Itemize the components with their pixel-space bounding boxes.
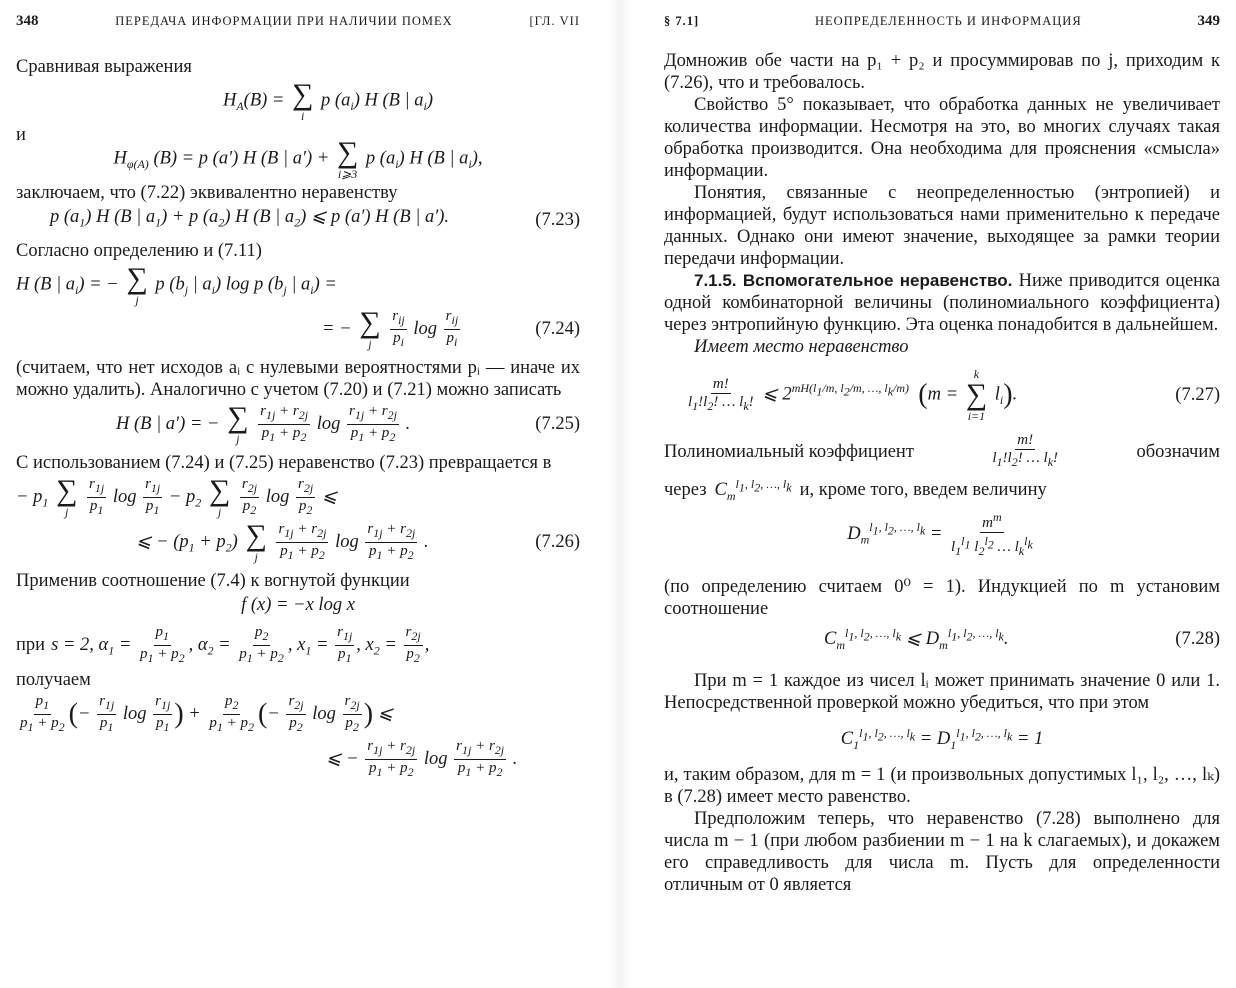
eq-number-7-24: (7.24) bbox=[535, 319, 580, 340]
left-text-8: при bbox=[16, 635, 46, 656]
formula-hphi: $H_{\varphi(A)}$ (B) = p (a′) H (B | a′) + ∑ i⩾3 p $(a_i)$ H (B | $a_i$), bbox=[113, 136, 483, 181]
formula-7-26b: ⩽ − $(p_1 + p_2)$ ∑ j $\frac{r_{1j} + r_{2j}}{p_1 + p_2}$ log $\frac{r_{1j} + r_{2j}}{p_1 + p_2}$ . (7.26) bbox=[136, 519, 580, 565]
right-running-title: НЕОПРЕДЕЛЕННОСТЬ И ИНФОРМАЦИЯ bbox=[815, 14, 1082, 28]
right-text-6a: Полиномиальный коэффициент bbox=[664, 441, 914, 462]
right-text-5: Имеет место неравенство bbox=[694, 337, 909, 357]
left-text-5: (считаем, что нет исходов aᵢ с нулевыми вероятностями pᵢ — иначе их можно удалить). Аналогично с учетом (7.20) и (7.21) можно записать bbox=[16, 357, 580, 400]
formula-7-26a: − $p_1$ ∑ j $\frac{r_{1j}}{p_1}$ log $\frac{r_{1j}}{p_1}$ − $p_2$ ∑ j $\frac{r_{2j}}{p_2}$ log $\frac{r_{2j}}{p_2}$ ⩽ bbox=[16, 474, 338, 520]
right-text-3: Понятия, связанные с неопределенностью (энтропией) и информацией, будут использоваться нами применительно к передаче данных. Однако они имеют значение, выходящее за рамки теории передачи информации. bbox=[664, 183, 1220, 269]
polynomial-coef-line: Полиномиальный коэффициент $\frac{m!}{l_1!l_2! \dots l_k!}$ обозначим bbox=[664, 432, 1220, 469]
right-page-number: 349 bbox=[1197, 13, 1220, 29]
notation-line: через $C_m^{l_1, l_2, \dots, l_k}$ и, кроме того, введем величину bbox=[664, 477, 1047, 503]
right-text-4: Ниже приводится оценка одной комбинаторной величины (полиномиального коэффициента) через энтропийную функцию. Эта оценка понадобится в дальнейшем. bbox=[664, 271, 1220, 335]
right-text-7a: через bbox=[664, 479, 707, 500]
right-section-ref: § 7.1] bbox=[664, 14, 700, 28]
right-text-8: (по определению считаем 0⁰ = 1). Индукцией по m установим соотношение bbox=[664, 576, 1220, 619]
left-running-head bbox=[16, 10, 580, 36]
book-gutter bbox=[608, 0, 632, 988]
formula-params: при s = 2, $\alpha_1$ = $\frac{p_1}{p_1 + p_2}$ , $\alpha_2$ = $\frac{p_2}{p_1 + p_2}$ , $x_1$ = $\frac{r_{1j}}{p_1}$ , $x_2$ = $\frac{r_{2j}}{p_2}$ , bbox=[16, 623, 430, 665]
left-text-1: Сравнивая выражения bbox=[16, 57, 192, 77]
formula-7-24a: H (B | $a_i$) = − ∑ j p ($b_j$ | $a_i$) log p ($b_j$ | $a_i$) = bbox=[16, 261, 337, 307]
eq-number-7-23: (7.23) bbox=[535, 209, 580, 230]
right-paragraph-4 bbox=[664, 270, 1220, 336]
right-text-7b: и, кроме того, введем величину bbox=[799, 479, 1047, 500]
formula-final-b: ⩽ − $\frac{r_{1j} + r_{2j}}{p_1 + p_2}$ log $\frac{r_{1j} + r_{2j}}{p_1 + p_2}$ . bbox=[326, 737, 518, 779]
formula-fx: f (x) = −x log x bbox=[241, 594, 355, 615]
left-text-7: Применив соотношение (7.4) к вогнутой функции bbox=[16, 570, 410, 591]
formula-final-a: $\frac{p_1}{p_1 + p_2}$ (− $\frac{r_{1j}}{p_1}$ log $\frac{r_{1j}}{p_1}$ ) + $\frac{p_2}{p_1 + p_2}$ (− $\frac{r_{2j}}{p_2}$ log $\frac{r_{2j}}{p_2}$ ) ⩽ bbox=[20, 692, 394, 734]
eq-number-7-26: (7.26) bbox=[535, 532, 580, 553]
left-text-9: получаем bbox=[16, 669, 91, 690]
right-running-head bbox=[664, 10, 1220, 36]
formula-7-25: H (B | a′) = − ∑ j $\frac{r_{1j} + r_{2j}}{p_1 + p_2}$ log $\frac{r_{1j} + r_{2j}}{p_1 + p_2}$ . (7.25) bbox=[116, 401, 580, 447]
left-text-2: и bbox=[16, 125, 26, 145]
right-text-2: Свойство 5° показывает, что обработка данных не увеличивает количества информации. Несмотря на это, во многих случаях такая обработка производится. Она необходима для прояснения «смысла» информации. bbox=[664, 95, 1220, 181]
formula-7-24b: = − ∑ j $\frac{r_{ij}}{p_i}$ log $\frac{r_{ij}}{p_i}$ (7.24) bbox=[322, 306, 580, 352]
formula-ha: $H_A(B)$ = ∑ i p $(a_i)$ H (B | $a_i$) bbox=[222, 78, 434, 123]
eq-number-7-28: (7.28) bbox=[1175, 628, 1220, 649]
left-text-6: С использованием (7.24) и (7.25) неравенство (7.23) превращается в bbox=[16, 452, 552, 473]
formula-7-23: p $(a_1)$ H (B | $a_1) + p$ $(a_2)$ H (B | $a_2$) ⩽ p (a′) H (B | a′). (7.23) bbox=[50, 207, 580, 230]
section-heading-7-1-5: 7.1.5. Вспомогательное неравенство. bbox=[694, 271, 1013, 290]
left-text-3: заключаем, что (7.22) эквивалентно неравенству bbox=[16, 183, 398, 203]
right-text-6b: обозначим bbox=[1136, 441, 1220, 462]
eq-number-7-27: (7.27) bbox=[1175, 385, 1220, 405]
right-text-9: При m = 1 каждое из чисел lᵢ может принимать значение 0 или 1. Непосредственной проверкой можно убедиться, что при этом bbox=[664, 670, 1220, 713]
left-running-title: ПЕРЕДАЧА ИНФОРМАЦИИ ПРИ НАЛИЧИИ ПОМЕХ bbox=[115, 14, 453, 28]
right-text-10: и, таким образом, для m = 1 (и произвольных допустимых l₁, l₂, …, lₖ) в (7.28) имеет место равенство. bbox=[664, 764, 1220, 807]
left-page bbox=[0, 0, 600, 988]
formula-d: $D_m^{l_1, l_2, \dots, l_k}$ = $\frac{m^m}{l_1^{l_1} l_2^{l_2} \dots l_k^{l_k}}$ bbox=[847, 509, 1033, 558]
right-text-11: Предположим теперь, что неравенство (7.28) выполнено для числа m − 1 (при любом разбиении m − 1 на k слагаемых), и докажем его справедливость для числа m. Пусть для определенности отличным от 0 является bbox=[664, 808, 1220, 895]
left-page-number: 348 bbox=[16, 13, 39, 29]
formula-c1: $C_1^{l_1, l_2, \dots, l_k} = D_1^{l_1, l_2, \dots, l_k} = 1$ bbox=[840, 725, 1044, 752]
left-chapter-ref: [ГЛ. VII bbox=[529, 14, 580, 28]
right-text-1: Домножив обе части на p₁ + p₂ и просуммировав по j, приходим к (7.26), что и требовалось. bbox=[664, 51, 1220, 93]
eq-number-7-25: (7.25) bbox=[535, 414, 580, 435]
left-text-4: Согласно определению и (7.11) bbox=[16, 240, 262, 261]
right-page bbox=[640, 0, 1236, 988]
formula-7-28: $C_m^{l_1, l_2, \dots, l_k}$ ⩽ $D_m^{l_1, l_2, \dots, l_k}$. (7.28) bbox=[824, 625, 1220, 652]
formula-7-27: $\frac{m!}{l_1!l_2! \dots l_k!}$ ⩽ $2^{mH(l_1/m, l_2/m, \dots, l_k/m)}$ (m = k ∑ i=1 $l_i$). (7.27) bbox=[688, 367, 1220, 423]
